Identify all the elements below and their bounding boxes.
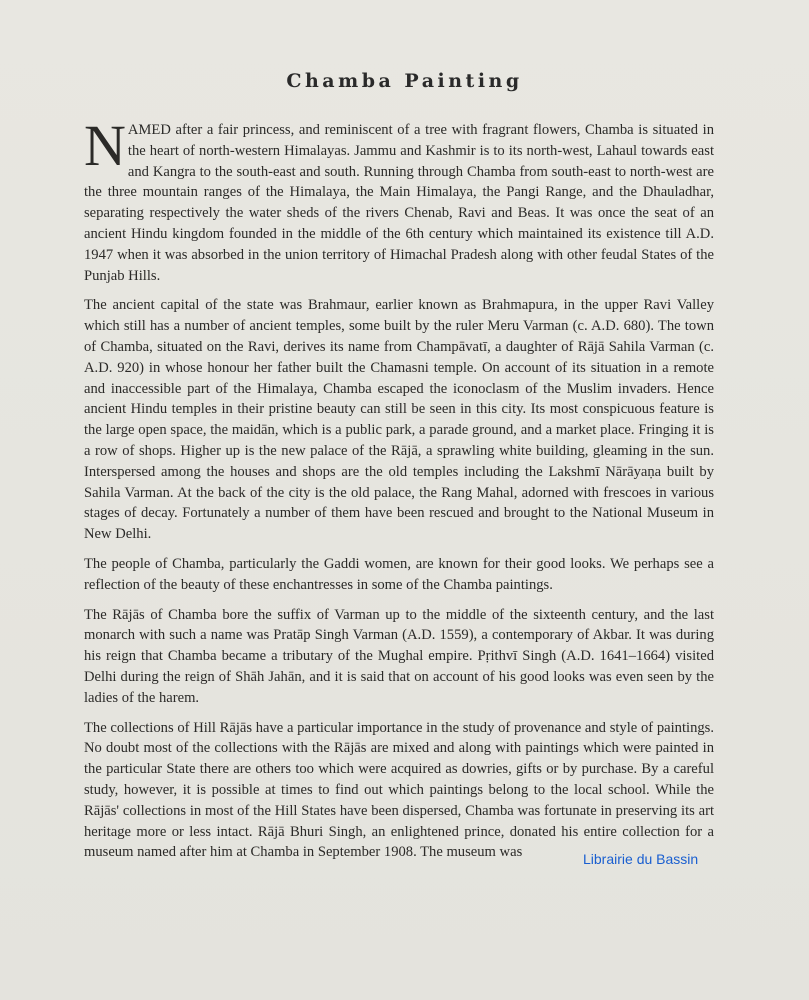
drop-cap: N	[84, 113, 126, 178]
seller-watermark: Librairie du Bassin	[583, 851, 699, 867]
paragraph-1-text: AMED after a fair princess, and reminiscent of a tree with fragrant flowers, Chamba is situated in the heart of north-western Himalayas. Jammu and Kashmir is to its north-west, Lahaul towards east and Kangra to the south-east and south. Running through Chamba from south-east to north-west are the three mountain ranges of the Himalaya, the Main Himalaya, the Pangi Range, and the Dhauladhar, separating respectively the water sheds of the rivers Chenab, Ravi and Beas. It was once the seat of an ancient Hindu kingdom founded in the middle of the 6th century which maintained its existence till A.D. 1947 when it was absorbed in the union territory of Himachal Pradesh along with other feudal States of the Punjab Hills.	[84, 122, 714, 284]
paragraph-3: The people of Chamba, particularly the Gaddi women, are known for their good looks. We perhaps see a reflection of the beauty of these enchantresses in some of the Chamba paintings.	[84, 555, 714, 593]
paragraph-1	[84, 113, 714, 286]
paragraph-2: The ancient capital of the state was Brahmaur, earlier known as Brahmapura, in the upper Ravi Valley which still has a number of ancient temples, some built by the ruler Meru Varman (c. A.D. 680). The town of Chamba, situated on the Ravi, derives its name from Champāvatī, a daughter of Rājā Sahila Varman (c. A.D. 920) in whose honour her father built the Chamasni temple. On account of its situation in a remote and inaccessible part of the Himalaya, Chamba escaped the iconoclasm of the Muslim invaders. Hence ancient Hindu temples in their pristine beauty can still be seen in this city. Its most conspicuous feature is the large open space, the maidān, which is a public park, a parade ground, and a market place. Fringing it is a row of shops. Higher up is the new palace of the Rājā, a sprawling white building, gleaming in the sun. Interspersed among the houses and shops are the old temples including the Lakshmī Nārāyaṇa built by Sahila Varman. At the back of the city is the old palace, the Rang Mahal, adorned with frescoes in various stages of decay. Fortunately a number of them have been rescued and brought to the National Museum in New Delhi.	[84, 297, 714, 543]
body-text	[84, 113, 714, 872]
paragraph-4: The Rājās of Chamba bore the suffix of Varman up to the middle of the sixteenth century, and the last monarch with such a name was Pratāp Singh Varman (A.D. 1559), a contemporary of Akbar. It was during his reign that Chamba became a tributary of the Mughal empire. Pṛithvī Singh (A.D. 1641–1664) visited Delhi during the reign of Shāh Jahān, and it is said that on account of his good looks was even seen by the ladies of the harem.	[84, 606, 714, 706]
paragraph-5: The collections of Hill Rājās have a particular importance in the study of provenance and style of paintings. No doubt most of the collections with the Rājās are mixed and along with paintings which were painted in the particular State there are others too which were acquired as dowries, gifts or by purchase. By a careful study, however, it is possible at times to find out which paintings belong to the local school. While the Rājās' collections in most of the Hill States have been dispersed, Chamba was fortunate in preserving its art heritage more or less intact. Rājā Bhuri Singh, an enlightened prince, donated his entire collection for a museum named after him at Chamba in September 1908. The museum was	[84, 719, 714, 861]
page-title: Chamba Painting	[286, 70, 523, 92]
